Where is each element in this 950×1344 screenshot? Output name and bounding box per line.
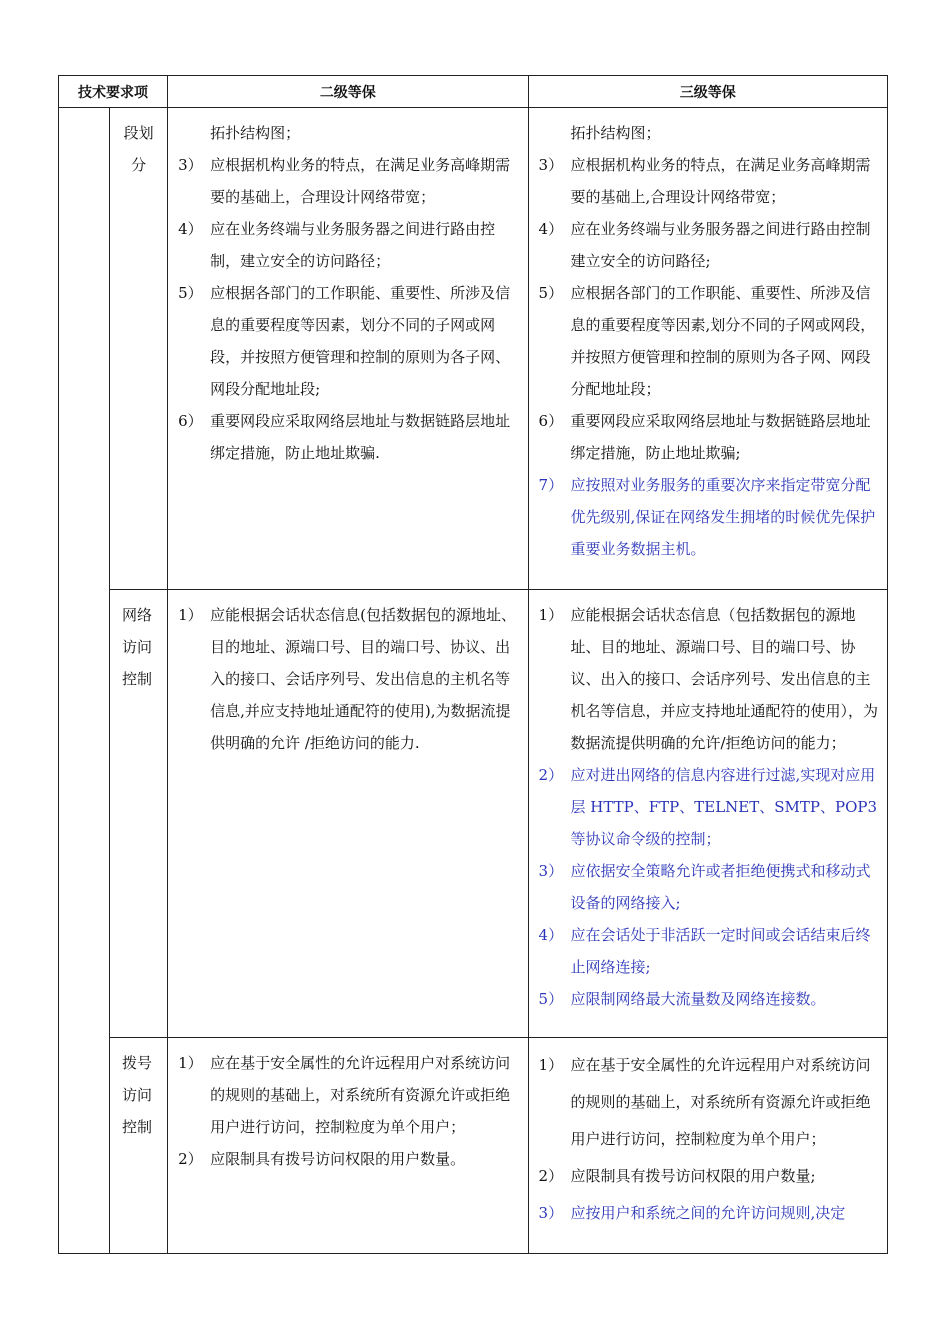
header-level-3: 三级等保 — [528, 76, 887, 108]
item-text: 应限制具有拨号访问权限的用户数量; — [570, 1167, 816, 1185]
list-item — [178, 149, 521, 213]
subitem-line: 段划 — [123, 124, 154, 142]
category-cell — [59, 108, 110, 1254]
list-item-highlighted — [539, 469, 881, 565]
item-text: 应在基于安全属性的允许远程用户对系统访问的规则的基础上，对系统所有资源允许或拒绝用户进行访问，控制粒度为单个用户； — [570, 1056, 871, 1148]
item-text: 应限制网络最大流量数及网络连接数。 — [570, 990, 826, 1008]
item-text: 拓扑结构图； — [570, 124, 661, 142]
item-number: 2） — [538, 1167, 564, 1185]
item-number: 6） — [178, 412, 203, 430]
list-item — [539, 599, 881, 759]
list-item — [178, 1143, 521, 1175]
header-level-2: 二级等保 — [168, 76, 528, 108]
item-text: 应限制具有拨号访问权限的用户数量。 — [210, 1150, 466, 1168]
list-item-highlighted — [539, 919, 881, 983]
list-item — [539, 1158, 881, 1195]
item-text: 应根据机构业务的特点，在满足业务高峰期需要的基础上,合理设计网络带宽； — [570, 156, 871, 206]
level2-cell — [168, 590, 528, 1038]
item-text: 应根据各部门的工作职能、重要性、所涉及信息的重要程度等因素，划分不同的子网或网段，并按照方便管理和控制的原则为各子网、网段分配地址段; — [210, 284, 511, 398]
item-number: 5） — [538, 284, 564, 302]
item-number — [539, 117, 571, 149]
item-text: 应对进出网络的信息内容进行过滤,实现对应用层 HTTP、FTP、TELNET、SMTP、POP3 等协议命令级的控制； — [570, 766, 878, 848]
level3-cell — [528, 108, 887, 590]
list-item — [539, 1047, 881, 1158]
subitem-line: 控制 — [122, 1118, 153, 1136]
list-item — [178, 599, 521, 759]
item-number: 3） — [538, 156, 564, 174]
item-text: 应在基于安全属性的允许远程用户对系统访问的规则的基础上，对系统所有资源允许或拒绝用户进行访问，控制粒度为单个用户； — [210, 1054, 511, 1136]
subitem-line: 控制 — [122, 670, 153, 688]
item-number: 3） — [538, 862, 564, 880]
list-item — [539, 277, 881, 405]
list-item — [178, 117, 521, 149]
item-text: 应能根据会话状态信息（包括数据包的源地址、目的地址、源端口号、目的端口号、协议、出入的接口、会话序列号、发出信息的主机名等信息，并应支持地址通配符的使用），为数据流提供明确的允许/拒绝访问的能力； — [570, 606, 879, 752]
item-number: 4） — [538, 926, 564, 944]
item-number: 5） — [538, 990, 564, 1008]
item-text: 应依据安全策略允许或者拒绝便携式和移动式设备的网络接入; — [570, 862, 871, 912]
table-row-segmentation — [59, 108, 888, 590]
list-item-highlighted — [539, 1195, 881, 1232]
requirements-table — [58, 75, 888, 1254]
table-header-row — [59, 76, 888, 108]
item-number: 4） — [538, 220, 564, 238]
item-number: 3） — [178, 156, 203, 174]
item-text: 重要网段应采取网络层地址与数据链路层地址绑定措施，防止地址欺骗. — [210, 412, 511, 462]
level2-cell — [168, 1038, 528, 1254]
item-number: 2） — [538, 766, 564, 784]
level3-cell — [528, 1038, 887, 1254]
item-number: 2） — [178, 1150, 203, 1168]
list-item — [539, 117, 881, 149]
item-text: 拓扑结构图； — [210, 124, 301, 142]
list-item-highlighted — [539, 855, 881, 919]
list-item — [539, 405, 881, 469]
item-text: 应能根据会话状态信息(包括数据包的源地址、目的地址、源端口号、目的端口号、协议、出入的接口、会话序列号、发出信息的主机名等信息,并应支持地址通配符的使用),为数据流提供明确的允许 /拒绝访问的能力. — [210, 606, 516, 752]
item-number: 3） — [538, 1204, 564, 1222]
item-text: 应在业务终端与业务服务器之间进行路由控制，建立安全的访问路径； — [210, 220, 496, 270]
list-item-highlighted — [539, 983, 881, 1015]
list-item — [178, 213, 521, 277]
item-text: 应根据机构业务的特点，在满足业务高峰期需要的基础上，合理设计网络带宽； — [210, 156, 511, 206]
item-text: 重要网段应采取网络层地址与数据链路层地址绑定措施，防止地址欺骗; — [570, 412, 871, 462]
header-requirement-item: 技术要求项 — [59, 76, 168, 108]
list-item — [539, 213, 881, 277]
subitem-cell — [110, 1038, 168, 1254]
table-row-dialup-access-control — [59, 1038, 888, 1254]
item-text: 应在会话处于非活跃一定时间或会话结束后终止网络连接; — [570, 926, 871, 976]
item-text: 应按照对业务服务的重要次序来指定带宽分配优先级别,保证在网络发生拥堵的时候优先保护重要业务数据主机。 — [570, 476, 876, 558]
item-number: 1） — [538, 1056, 564, 1074]
item-number: 1） — [178, 1054, 203, 1072]
list-item — [539, 149, 881, 213]
item-number: 1） — [538, 606, 564, 624]
level2-cell — [168, 108, 528, 590]
item-number: 5） — [178, 284, 203, 302]
item-number: 6） — [538, 412, 564, 430]
list-item-highlighted — [539, 759, 881, 855]
subitem-cell — [110, 108, 168, 590]
level3-cell — [528, 590, 887, 1038]
list-item — [178, 1047, 521, 1143]
table-row-network-access-control — [59, 590, 888, 1038]
subitem-line: 网络 — [122, 606, 153, 624]
item-number: 7） — [538, 476, 564, 494]
subitem-line: 分 — [131, 156, 147, 174]
item-number — [178, 117, 210, 149]
item-number: 4） — [178, 220, 203, 238]
item-number: 1） — [178, 606, 203, 624]
subitem-line: 拨号 — [122, 1054, 153, 1072]
list-item — [178, 405, 521, 469]
subitem-line: 访问 — [122, 1086, 153, 1104]
subitem-cell — [110, 590, 168, 1038]
item-text: 应按用户和系统之间的允许访问规则,决定 — [570, 1204, 846, 1222]
list-item — [178, 277, 521, 405]
subitem-line: 访问 — [122, 638, 153, 656]
item-text: 应在业务终端与业务服务器之间进行路由控制建立安全的访问路径; — [570, 220, 871, 270]
item-text: 应根据各部门的工作职能、重要性、所涉及信息的重要程度等因素,划分不同的子网或网段，并按照方便管理和控制的原则为各子网、网段分配地址段； — [570, 284, 876, 398]
